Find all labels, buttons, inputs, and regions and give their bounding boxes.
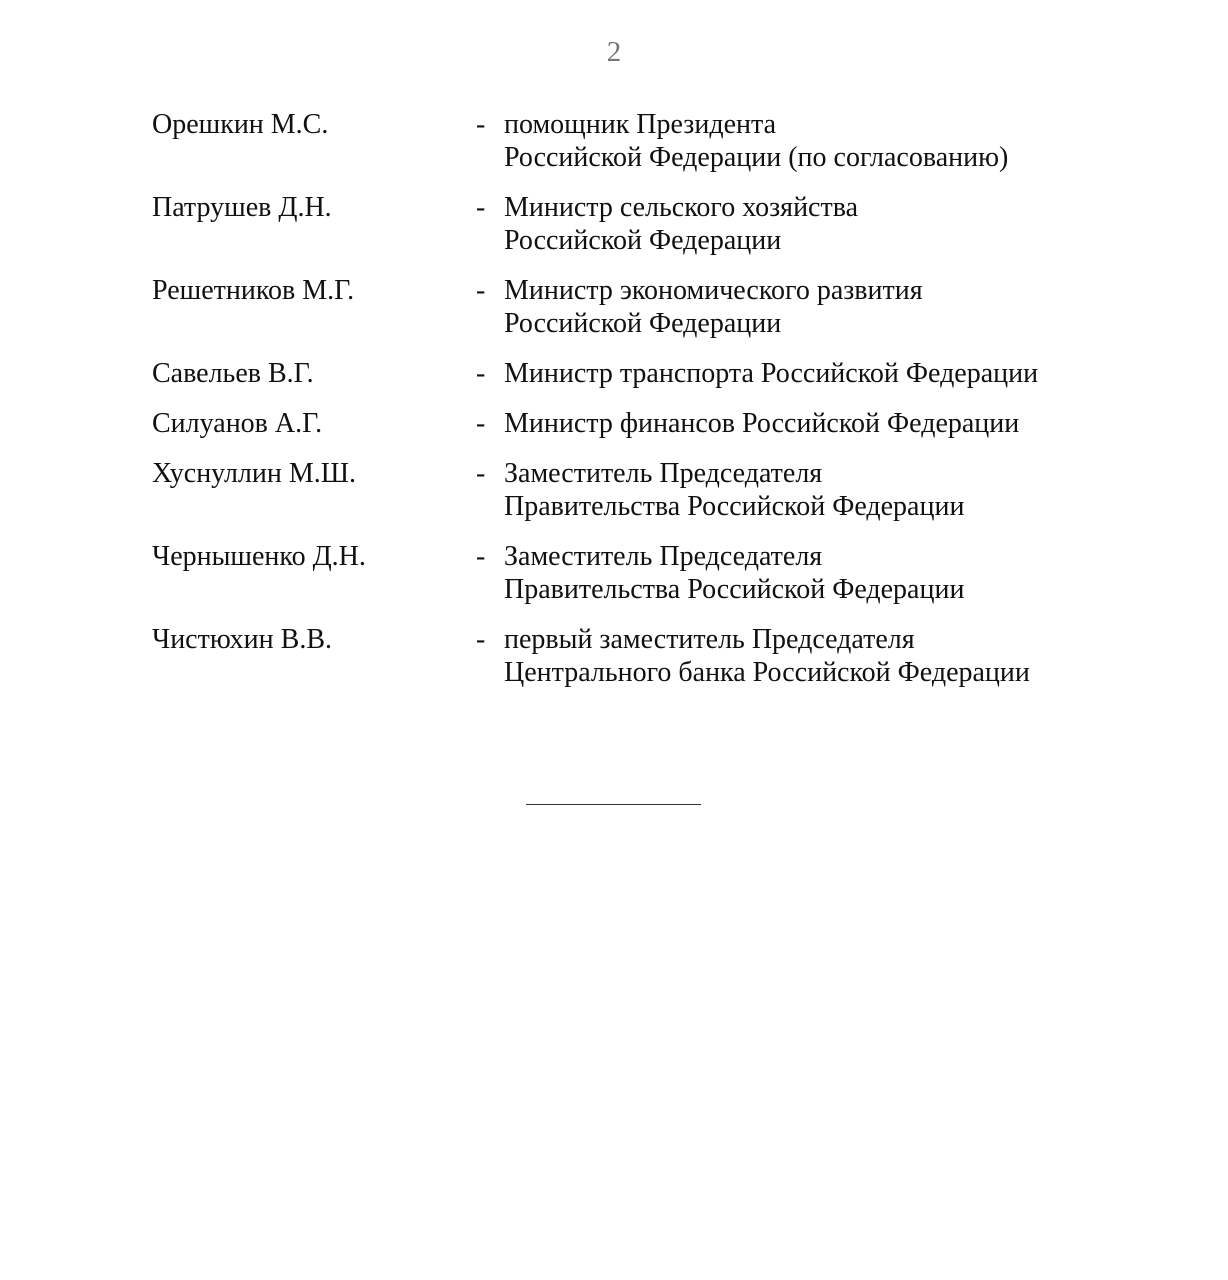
- member-role: [504, 407, 1152, 440]
- role-line: Российской Федерации: [504, 225, 782, 256]
- member-dash: -: [476, 624, 486, 655]
- member-dash: -: [476, 458, 486, 489]
- member-role: [504, 457, 1152, 523]
- member-dash: -: [476, 275, 486, 306]
- member-row: [152, 357, 1152, 390]
- member-role: [504, 191, 1152, 257]
- member-row: [152, 191, 1152, 257]
- member-dash: -: [476, 192, 486, 223]
- role-line: Министр экономического развития: [504, 275, 923, 306]
- member-row: [152, 108, 1152, 174]
- member-name: Чистюхин В.В.: [152, 624, 332, 655]
- role-line: Министр финансов Российской Федерации: [504, 408, 1020, 439]
- role-line: Заместитель Председателя: [504, 541, 823, 572]
- member-name: Савельев В.Г.: [152, 358, 314, 389]
- member-dash: -: [476, 541, 486, 572]
- member-dash: -: [476, 109, 486, 140]
- role-line: первый заместитель Председателя: [504, 624, 915, 655]
- member-row: [152, 623, 1152, 689]
- member-row: [152, 540, 1152, 606]
- role-line: помощник Президента: [504, 109, 777, 140]
- member-list: [152, 108, 1152, 706]
- member-name: Орешкин М.С.: [152, 109, 329, 140]
- member-role: [504, 540, 1152, 606]
- member-dash: -: [476, 358, 486, 389]
- role-line: Российской Федерации: [504, 308, 782, 339]
- member-name: Хуснуллин М.Ш.: [152, 458, 356, 489]
- member-role: [504, 357, 1152, 390]
- member-name: Чернышенко Д.Н.: [152, 541, 366, 572]
- member-name: Решетников М.Г.: [152, 275, 355, 306]
- end-rule: [526, 804, 701, 805]
- member-row: [152, 457, 1152, 523]
- member-name: Силуанов А.Г.: [152, 408, 323, 439]
- member-row: [152, 407, 1152, 440]
- member-row: [152, 274, 1152, 340]
- role-line: Российской Федерации (по согласованию): [504, 142, 1009, 173]
- member-role: [504, 623, 1152, 689]
- member-role: [504, 108, 1152, 174]
- member-dash: -: [476, 408, 486, 439]
- member-role: [504, 274, 1152, 340]
- role-line: Министр транспорта Российской Федерации: [504, 358, 1039, 389]
- role-line: Правительства Российской Федерации: [504, 491, 965, 522]
- role-line: Правительства Российской Федерации: [504, 574, 965, 605]
- member-name: Патрушев Д.Н.: [152, 192, 332, 223]
- role-line: Центрального банка Российской Федерации: [504, 657, 1030, 688]
- page-number: 2: [606, 36, 622, 68]
- role-line: Заместитель Председателя: [504, 458, 823, 489]
- role-line: Министр сельского хозяйства: [504, 192, 858, 223]
